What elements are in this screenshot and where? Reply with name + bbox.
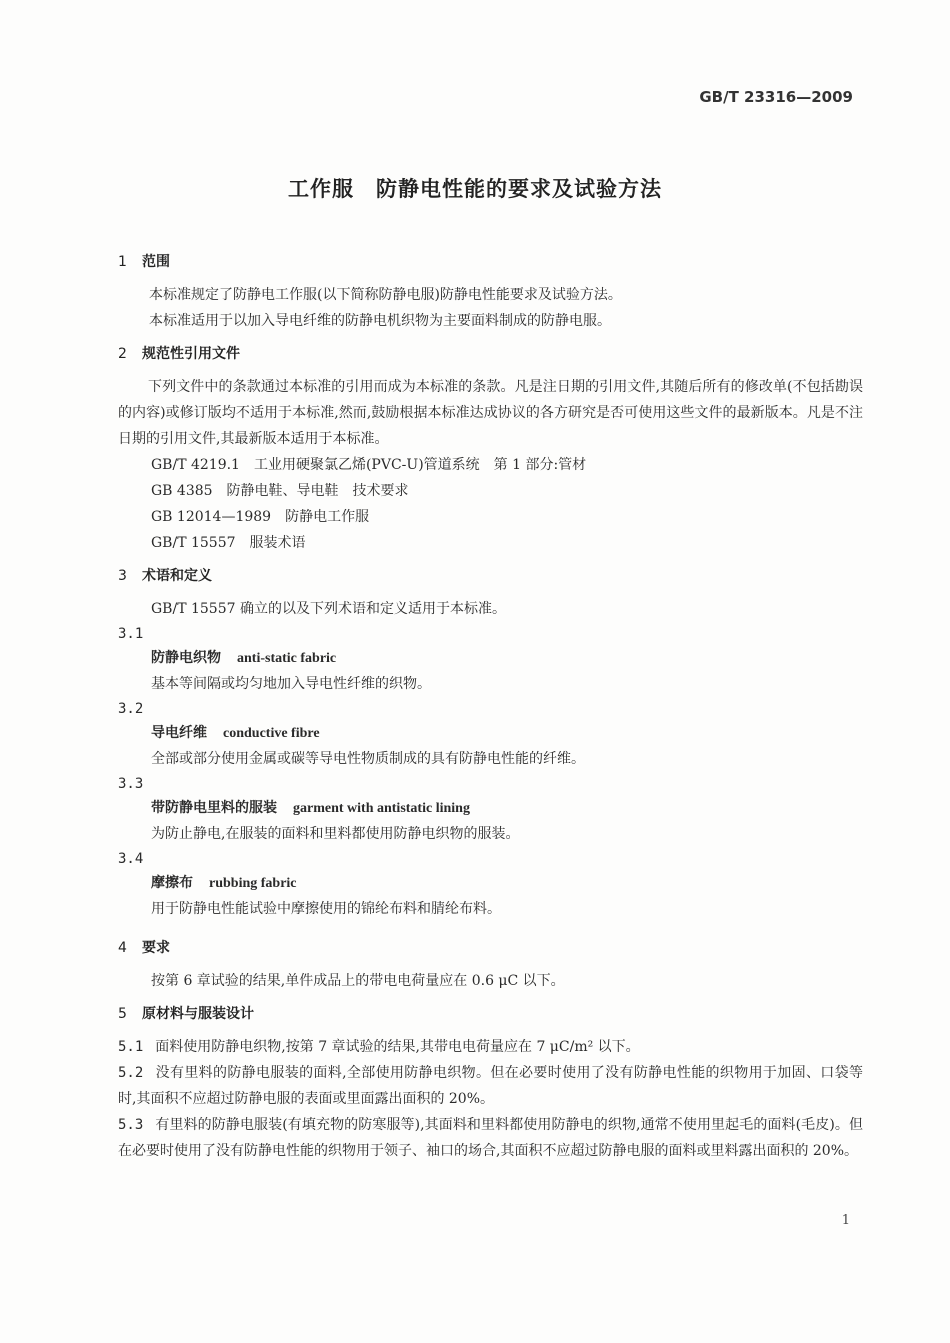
section-1-heading [118, 250, 863, 274]
clause [118, 1112, 863, 1164]
paragraph: 本标准适用于以加入导电纤维的防静电机织物为主要面料制成的防静电服。 [149, 313, 611, 329]
clause [118, 1060, 863, 1112]
term-definition: 用于防静电性能试验中摩擦使用的锦纶布料和腈纶布料。 [151, 901, 501, 917]
term-definition: 基本等间隔或均匀地加入导电性纤维的织物。 [151, 676, 431, 692]
term-number: 3.4 [118, 851, 144, 867]
term-title [118, 721, 863, 746]
term-definition: 全部或部分使用金属或碳等导电性物质制成的具有防静电性能的纤维。 [151, 751, 585, 767]
section-4-heading [118, 936, 863, 960]
section-2-heading [118, 342, 863, 366]
reference-item: GB/T 4219.1 工业用硬聚氯乙烯(PVC-U)管道系统 第 1 部分:管材 [151, 457, 587, 473]
paragraph: 本标准规定了防静电工作服(以下简称防静电服)防静电性能要求及试验方法。 [149, 287, 622, 303]
section-number: 3 [118, 568, 127, 584]
section-title: 术语和定义 [142, 568, 212, 584]
clause-text: 面料使用防静电织物,按第 7 章试验的结果,其带电电荷量应在 7 μC/m² 以下。 [155, 1039, 640, 1055]
clause [118, 1034, 863, 1060]
clause-number: 5.2 [118, 1065, 144, 1081]
term-zh: 带防静电里料的服装 [151, 800, 277, 816]
standard-code: GB/T 23316—2009 [699, 88, 853, 106]
section-number: 4 [118, 940, 127, 956]
term-en: conductive fibre [223, 726, 320, 741]
term-en: garment with antistatic lining [293, 801, 470, 816]
section-5-heading [118, 1002, 863, 1026]
section-title: 原材料与服装设计 [142, 1006, 254, 1022]
term-zh: 导电纤维 [151, 725, 207, 741]
term-title [118, 796, 863, 821]
clause-number: 5.1 [118, 1039, 144, 1055]
term-title [118, 871, 863, 896]
term-en: anti-static fabric [237, 651, 337, 666]
reference-item: GB/T 15557 服装术语 [151, 535, 306, 551]
clause-number: 5.3 [118, 1117, 144, 1133]
section-number: 5 [118, 1006, 127, 1022]
section-number: 2 [118, 346, 127, 362]
section-number: 1 [118, 254, 127, 270]
paragraph: 按第 6 章试验的结果,单件成品上的带电电荷量应在 0.6 μC 以下。 [151, 973, 565, 989]
section-title: 要求 [142, 940, 170, 956]
reference-item: GB 4385 防静电鞋、导电鞋 技术要求 [151, 483, 409, 499]
section-title: 规范性引用文件 [142, 346, 240, 362]
reference-item: GB 12014—1989 防静电工作服 [151, 509, 370, 525]
paragraph: 下列文件中的条款通过本标准的引用而成为本标准的条款。凡是注日期的引用文件,其随后所有的修改单(不包括勘误的内容)或修订版均不适用于本标准,然而,鼓励根据本标准达成协议的各方研究是否可使用这些文件的最新版本。凡是不注日期的引用文件,其最新版本适用于本标准。 [118, 379, 863, 447]
term-zh: 摩擦布 [151, 875, 193, 891]
term-title [118, 646, 863, 671]
clause-text: 有里料的防静电服装(有填充物的防寒服等),其面料和里料都使用防静电的织物,通常不使用里起毛的面料(毛皮)。但在必要时使用了没有防静电性能的织物用于领子、袖口的场合,其面积不应超过防静电服的面料或里料露出面积的 20%。 [118, 1117, 863, 1159]
document-body [118, 250, 863, 1164]
section-3-heading [118, 564, 863, 588]
clause-text: 没有里料的防静电服装的面料,全部使用防静电织物。但在必要时使用了没有防静电性能的织物用于加固、口袋等时,其面积不应超过防静电服的表面或里面露出面积的 20%。 [118, 1065, 863, 1107]
term-number: 3.2 [118, 701, 144, 717]
term-number: 3.1 [118, 626, 144, 642]
document-title: 工作服 防静电性能的要求及试验方法 [288, 177, 662, 201]
term-zh: 防静电织物 [151, 650, 221, 666]
section-title: 范围 [142, 254, 170, 270]
paragraph: GB/T 15557 确立的以及下列术语和定义适用于本标准。 [151, 601, 506, 617]
term-definition: 为防止静电,在服装的面料和里料都使用防静电织物的服装。 [151, 826, 520, 842]
term-en: rubbing fabric [209, 876, 297, 891]
term-number: 3.3 [118, 776, 144, 792]
page-number: 1 [841, 1213, 850, 1228]
